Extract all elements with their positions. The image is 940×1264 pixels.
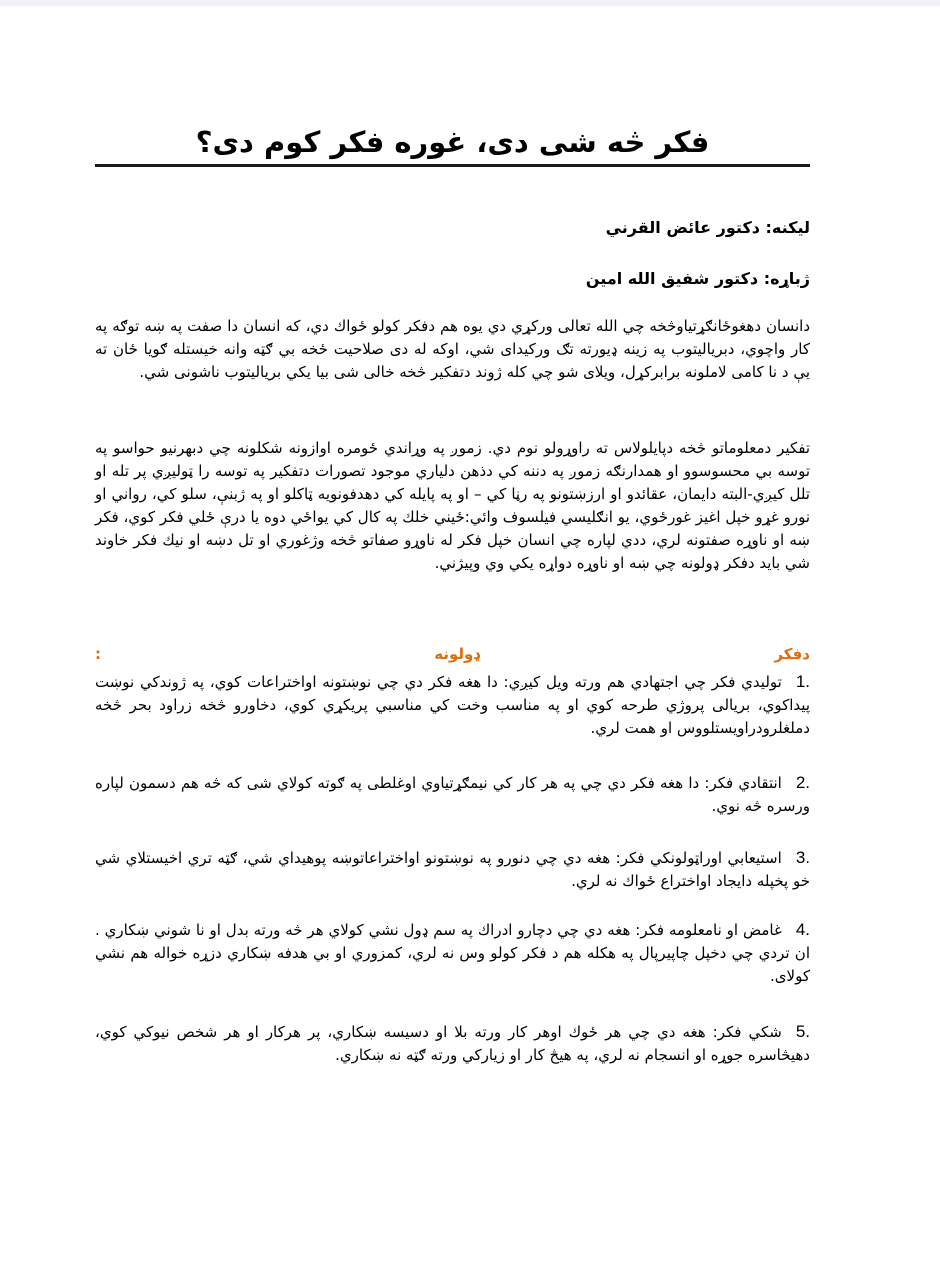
section-heading-word-1: دفکر: [774, 645, 810, 663]
list-item-text: توليدي فکر چي اجتهادي هم ورته ويل کيږي: دا هغه فکر دي چي نوښتونه اواختراعات کوي، په ژوندکي نوښت پيداکوي، بريالى پروژي طرحه کوي او په مناسب وخت کي مناسبي پريکړي کوي، دخاورو څخه زراود بحر څخه دملغلرودراويستلووس او همت لري.: [95, 673, 810, 737]
list-item: [95, 771, 810, 818]
list-item-number: 2.: [795, 773, 810, 792]
translator-line: ژباړه: دکتور شفيق الله امين: [585, 269, 810, 288]
list-item-number: 1.: [795, 672, 810, 691]
section-heading-word-2: ډولونه: [434, 645, 480, 663]
document-page: [95, 0, 810, 1264]
page-title: فکر څه شی دی، غوره فکر کوم دی؟: [195, 125, 710, 159]
list-item: [95, 670, 810, 740]
list-item-number: 5.: [795, 1022, 810, 1041]
section-heading: [95, 645, 810, 667]
list-item-text: انتقادي فکر: دا هغه فکر دي چي په هر کار کي نيمګړتياوي اوغلطى په ګوته کولاي شى که څه هم دسمون لپاره ورسره څه نوي.: [95, 774, 810, 815]
list-item-number: 4.: [795, 920, 810, 939]
list-item: [95, 846, 810, 893]
author-line: لیکنه: دکتور عائض القرني: [605, 218, 810, 237]
title-underline: [95, 164, 810, 167]
list-item: [95, 918, 810, 988]
intro-paragraph: دانسان دهغوځانګړتياوڅخه چي الله تعالى ورکړي دي يوه هم دفکر کولو ځواك دي، که انسان دا صفت په ښه توګه په کار واچوي، دبرياليتوب په زينه ډيورته تګ ورکيداى شي، اوکه له دى صلاحيت ځخه بي ګټه وانه خيستله ګويا ځان ته يې د نا کامى لاملونه برابرکړل، ويلاى شو چي کله ژوند دتفکير څخه خالى شى بيا يکي برياليتوب ناشونى شي.: [95, 317, 810, 381]
list-item-text: شکي فکر: هغه دي چي هر ځوك اوهر کار ورته بلا او دسيسه ښکاري، پر هرکار او هر شخص نيوکي کوي، دهيڅاسره جوړه او انسجام نه لري، په هيڅ کار او زيارکي ورته ګټه نه ښکاري.: [95, 1023, 810, 1064]
list-item-text: استيعابي اوراټولونکي فکر: هغه دي چي دنورو په نوښتونو اواختراعاتوښه پوهيداي شي، ګټه تري اخيستلاي شي خو پخپله دايجاد اواختراع ځواك نه لري.: [95, 849, 810, 890]
thinking-definition-paragraph: تفکير دمعلوماتو څخه دپايلولاس ته راوړولو نوم دي. زموږ په وړاندي ځومره اوازونه شکلونه چي دبهرنيو حواسو په توسه بي محسوسوو او همدارنګه زموږ په دننه کي دذهن دلياري موجود تصورات دتفکير په توسه را ټوليږي پر تله او تلل کيږي-البته دايمان، عقائدو او ارزښتونو په رڼا کي – او په پايله کي دهدفونويه ټاکلو او په ژبنې، سلو کي، رواني او نورو غړو خپل اغيز غورځوي، يو انګليسي فيلسوف وائي:ځيني خلك په کال کي يواځي دوه يا درې ځلي فکر کوي، فکر ښه او ناوړه صفتونه لري، ددي لپاره چي انسان خپل فکر له ناوړو صفاتو څخه وژغوري او تل دښه او نيك فکر خاوند شي بايد دفکر ډولونه چي ښه او ناوړه دواړه يکي وي وپيژني.: [95, 439, 810, 572]
list-item-text: غامض او نامعلومه فکر: هغه دي چي دچارو ادراك په سم ډول نشي کولاي هر څه ورته بدل او نا شوني ښکاري . ان تردي چي دخپل چاپيرپال په هکله هم د فکر کولو وس نه لري، کمزوري او بي هدفه ښکاري دزړه خواله هم نشي کولاى.: [95, 921, 810, 985]
section-heading-colon: :: [95, 645, 101, 663]
list-item: [95, 1020, 810, 1067]
list-item-number: 3.: [795, 848, 810, 867]
